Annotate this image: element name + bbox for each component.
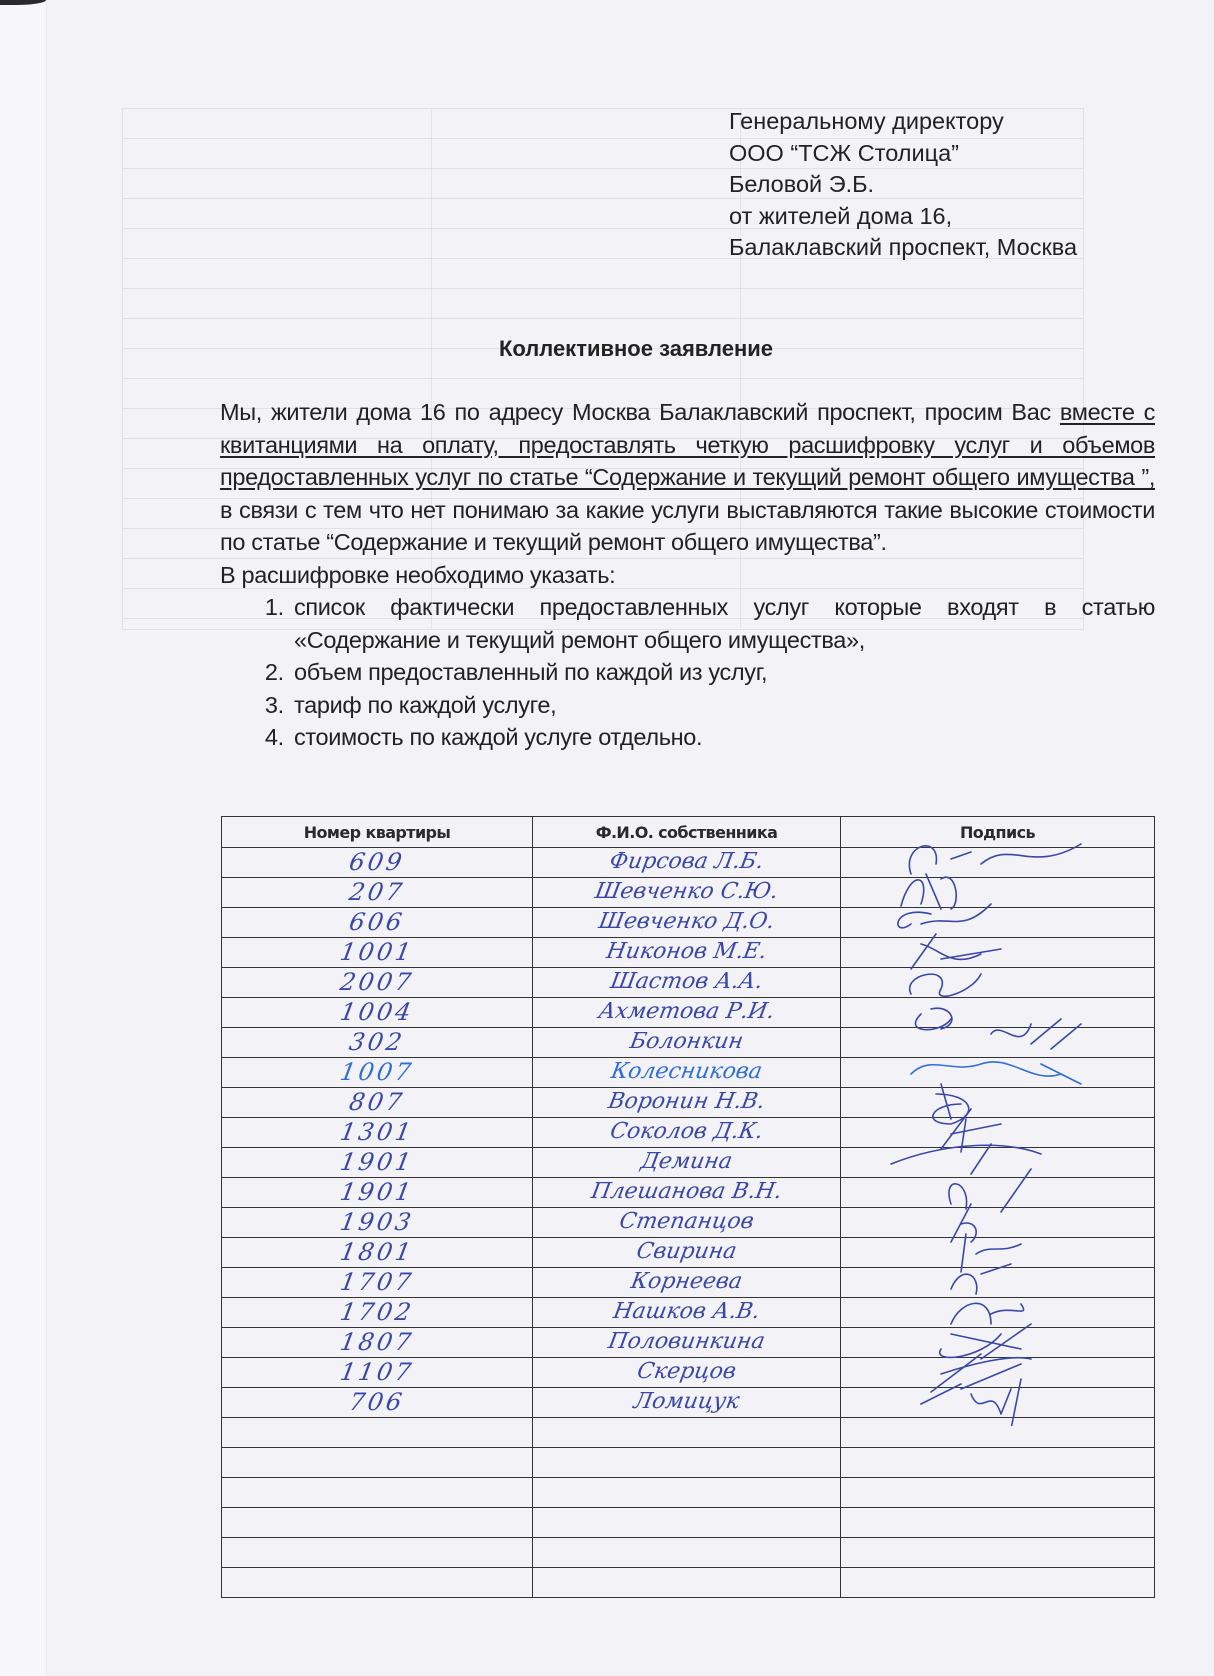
table-row (222, 938, 1155, 968)
apartment-number: 1901 (337, 1178, 416, 1206)
owner-cell (533, 998, 841, 1028)
apartment-number: 1301 (337, 1118, 416, 1146)
underlined-request: вместе с квитанциями на оплату, предоставлять четкую расшифровку услуг и объемов предоставленных услуг по статье “Содержание и текущий ремонт общего имущества ”, (220, 399, 1155, 490)
table-row (222, 998, 1155, 1028)
apartment-cell (222, 1178, 533, 1208)
apartment-number: 1707 (337, 1268, 416, 1296)
apartment-cell (222, 1568, 533, 1598)
apartment-cell (222, 1448, 533, 1478)
signature-cell (841, 998, 1155, 1028)
apartment-number: 1007 (337, 1058, 416, 1086)
list-intro: В расшифровке необходимо указать: (220, 561, 616, 588)
owner-cell (533, 1298, 841, 1328)
apartment-number: 1001 (337, 938, 416, 966)
owner-cell (533, 1058, 841, 1088)
owner-name: Плешанова В.Н. (589, 1179, 784, 1204)
table-row (222, 1148, 1155, 1178)
signatures-table (221, 816, 1155, 1598)
owner-cell (533, 1538, 841, 1568)
table-row (222, 1358, 1155, 1388)
table-row (222, 1388, 1155, 1418)
signature-cell (841, 1148, 1155, 1178)
paragraph-start: Мы, жители дома 16 по адресу Москва Балаклавский проспект, просим Вас (220, 399, 1060, 425)
requirement-item: 1. список фактически предоставленных услуг которые входят в статью «Содержание и текущий ремонт общего имущества», (290, 591, 1155, 656)
owner-name: Шевченко С.Ю. (593, 879, 781, 904)
table-row (222, 1088, 1155, 1118)
apartment-number: 706 (347, 1388, 407, 1416)
owner-cell (533, 1358, 841, 1388)
owner-cell (533, 1388, 841, 1418)
owner-name: Болонкин (627, 1029, 746, 1054)
apartment-number: 1004 (337, 998, 416, 1026)
apartment-cell (222, 848, 533, 878)
table-row (222, 1328, 1155, 1358)
signature-cell (841, 938, 1155, 968)
apartment-number: 807 (347, 1088, 407, 1116)
signature-cell (841, 1178, 1155, 1208)
table-row (222, 968, 1155, 998)
owner-cell (533, 1088, 841, 1118)
owner-cell (533, 1418, 841, 1448)
header-owner: Ф.И.О. собственника (533, 817, 841, 848)
owner-cell (533, 1478, 841, 1508)
signature-cell (841, 1208, 1155, 1238)
table-row (222, 878, 1155, 908)
signature-cell (841, 1538, 1155, 1568)
owner-cell (533, 1448, 841, 1478)
signature-cell (841, 878, 1155, 908)
owner-name: Шастов А.А. (608, 969, 765, 994)
requirement-item: 2. объем предоставленный по каждой из услуг, (290, 656, 1155, 689)
scan-edge-strip (0, 0, 47, 1676)
apartment-cell (222, 1358, 533, 1388)
table-header-row (222, 817, 1155, 848)
apartment-number: 302 (347, 1028, 407, 1056)
statement-paragraph (220, 396, 1155, 559)
apartment-cell (222, 938, 533, 968)
owner-name: Скерцов (635, 1359, 739, 1384)
apartment-number: 1903 (337, 1208, 416, 1236)
apartment-cell (222, 878, 533, 908)
bleed-through-row (123, 289, 1083, 319)
signature-cell (841, 1058, 1155, 1088)
signature-cell (841, 1298, 1155, 1328)
owner-name: Свирина (634, 1239, 739, 1264)
signature-cell (841, 908, 1155, 938)
header-apartment: Номер квартиры (222, 817, 533, 848)
paragraph-end: в связи с тем что нет понимаю за какие услуги выставляются такие высокие стоимости по статье “Содержание и текущий ремонт общего имущества”. (220, 496, 1155, 555)
apartment-number: 2007 (337, 968, 416, 996)
owner-name: Шевченко Д.О. (596, 909, 777, 934)
apartment-cell (222, 1418, 533, 1448)
document-title: Коллективное заявление (498, 336, 774, 361)
owner-name: Воронин Н.В. (606, 1089, 767, 1114)
owner-name: Соколов Д.К. (608, 1119, 765, 1144)
table-row (222, 1478, 1155, 1508)
owner-cell (533, 1508, 841, 1538)
requirement-item: 4. стоимость по каждой услуге отдельно. (290, 721, 1155, 754)
table-row (222, 1538, 1155, 1568)
apartment-cell (222, 908, 533, 938)
header-signature: Подпись (841, 817, 1155, 848)
owner-name: Фирсова Л.Б. (607, 849, 766, 874)
signature-cell (841, 968, 1155, 998)
apartment-cell (222, 968, 533, 998)
owner-name: Ахметова Р.И. (596, 999, 777, 1024)
signature-cell (841, 1508, 1155, 1538)
addressee-line: Балаклавский проспект, Москва (729, 234, 1078, 260)
bleed-through-row (123, 259, 1083, 289)
apartment-cell (222, 1508, 533, 1538)
signature-cell (841, 1268, 1155, 1298)
table-row (222, 1178, 1155, 1208)
owner-name: Никонов М.Е. (604, 939, 769, 964)
signature-cell (841, 1478, 1155, 1508)
owner-name: Ломицук (631, 1389, 742, 1414)
apartment-cell (222, 1478, 533, 1508)
owner-name: Степанцов (617, 1209, 756, 1234)
apartment-number: 609 (347, 848, 407, 876)
apartment-cell (222, 1148, 533, 1178)
table-row (222, 908, 1155, 938)
owner-cell (533, 1148, 841, 1178)
table-row (222, 1238, 1155, 1268)
table-row (222, 1418, 1155, 1448)
owner-name: Демина (638, 1149, 735, 1174)
owner-name: Корнеева (628, 1269, 745, 1294)
table-row (222, 1568, 1155, 1598)
owner-cell (533, 1238, 841, 1268)
apartment-number: 1702 (337, 1298, 416, 1326)
requirement-item: 3. тариф по каждой услуге, (290, 689, 1155, 722)
statement-body (220, 396, 1155, 754)
apartment-cell (222, 1208, 533, 1238)
apartment-cell (222, 1058, 533, 1088)
apartment-cell (222, 1238, 533, 1268)
signature-cell (841, 1118, 1155, 1148)
table-row (222, 1118, 1155, 1148)
addressee-line: Генеральному директору (729, 108, 1004, 134)
apartment-cell (222, 1298, 533, 1328)
table-row (222, 1508, 1155, 1538)
apartment-number: 1801 (337, 1238, 416, 1266)
apartment-cell (222, 1328, 533, 1358)
apartment-cell (222, 998, 533, 1028)
signature-cell (841, 1358, 1155, 1388)
table-row (222, 1448, 1155, 1478)
apartment-cell (222, 1538, 533, 1568)
owner-cell (533, 968, 841, 998)
owner-name: Половинкина (606, 1329, 767, 1354)
signature-cell (841, 1388, 1155, 1418)
signature-cell (841, 1328, 1155, 1358)
requirements-list (220, 591, 1155, 754)
owner-cell (533, 1328, 841, 1358)
addressee-line: ООО “ТСЖ Столица” (729, 139, 959, 166)
apartment-cell (222, 1028, 533, 1058)
apartment-number: 1107 (337, 1358, 416, 1386)
signature-cell (841, 1088, 1155, 1118)
owner-cell (533, 1178, 841, 1208)
table-row (222, 1268, 1155, 1298)
apartment-number: 1901 (337, 1148, 416, 1176)
owner-cell (533, 938, 841, 968)
signature-cell (841, 1568, 1155, 1598)
apartment-number: 1807 (337, 1328, 416, 1356)
owner-cell (533, 908, 841, 938)
apartment-number: 207 (347, 878, 407, 906)
owner-name: Колесникова (609, 1059, 765, 1084)
addressee-block (729, 106, 1077, 264)
signature-cell (841, 848, 1155, 878)
apartment-cell (222, 1088, 533, 1118)
owner-cell (533, 1028, 841, 1058)
apartment-cell (222, 1268, 533, 1298)
addressee-line: от жителей дома 16, (729, 202, 953, 229)
owner-cell (533, 848, 841, 878)
table-row (222, 1058, 1155, 1088)
table-row (222, 848, 1155, 878)
owner-cell (533, 1208, 841, 1238)
signature-cell (841, 1028, 1155, 1058)
apartment-cell (222, 1118, 533, 1148)
table-row (222, 1208, 1155, 1238)
addressee-line: Беловой Э.Б. (729, 171, 875, 197)
owner-name: Нашков А.В. (611, 1299, 762, 1324)
owner-cell (533, 1268, 841, 1298)
table-row (222, 1298, 1155, 1328)
signature-cell (841, 1418, 1155, 1448)
table-row (222, 1028, 1155, 1058)
apartment-number: 606 (347, 908, 407, 936)
owner-cell (533, 878, 841, 908)
owner-cell (533, 1118, 841, 1148)
signature-cell (841, 1238, 1155, 1268)
signature-cell (841, 1448, 1155, 1478)
apartment-cell (222, 1388, 533, 1418)
owner-cell (533, 1568, 841, 1598)
